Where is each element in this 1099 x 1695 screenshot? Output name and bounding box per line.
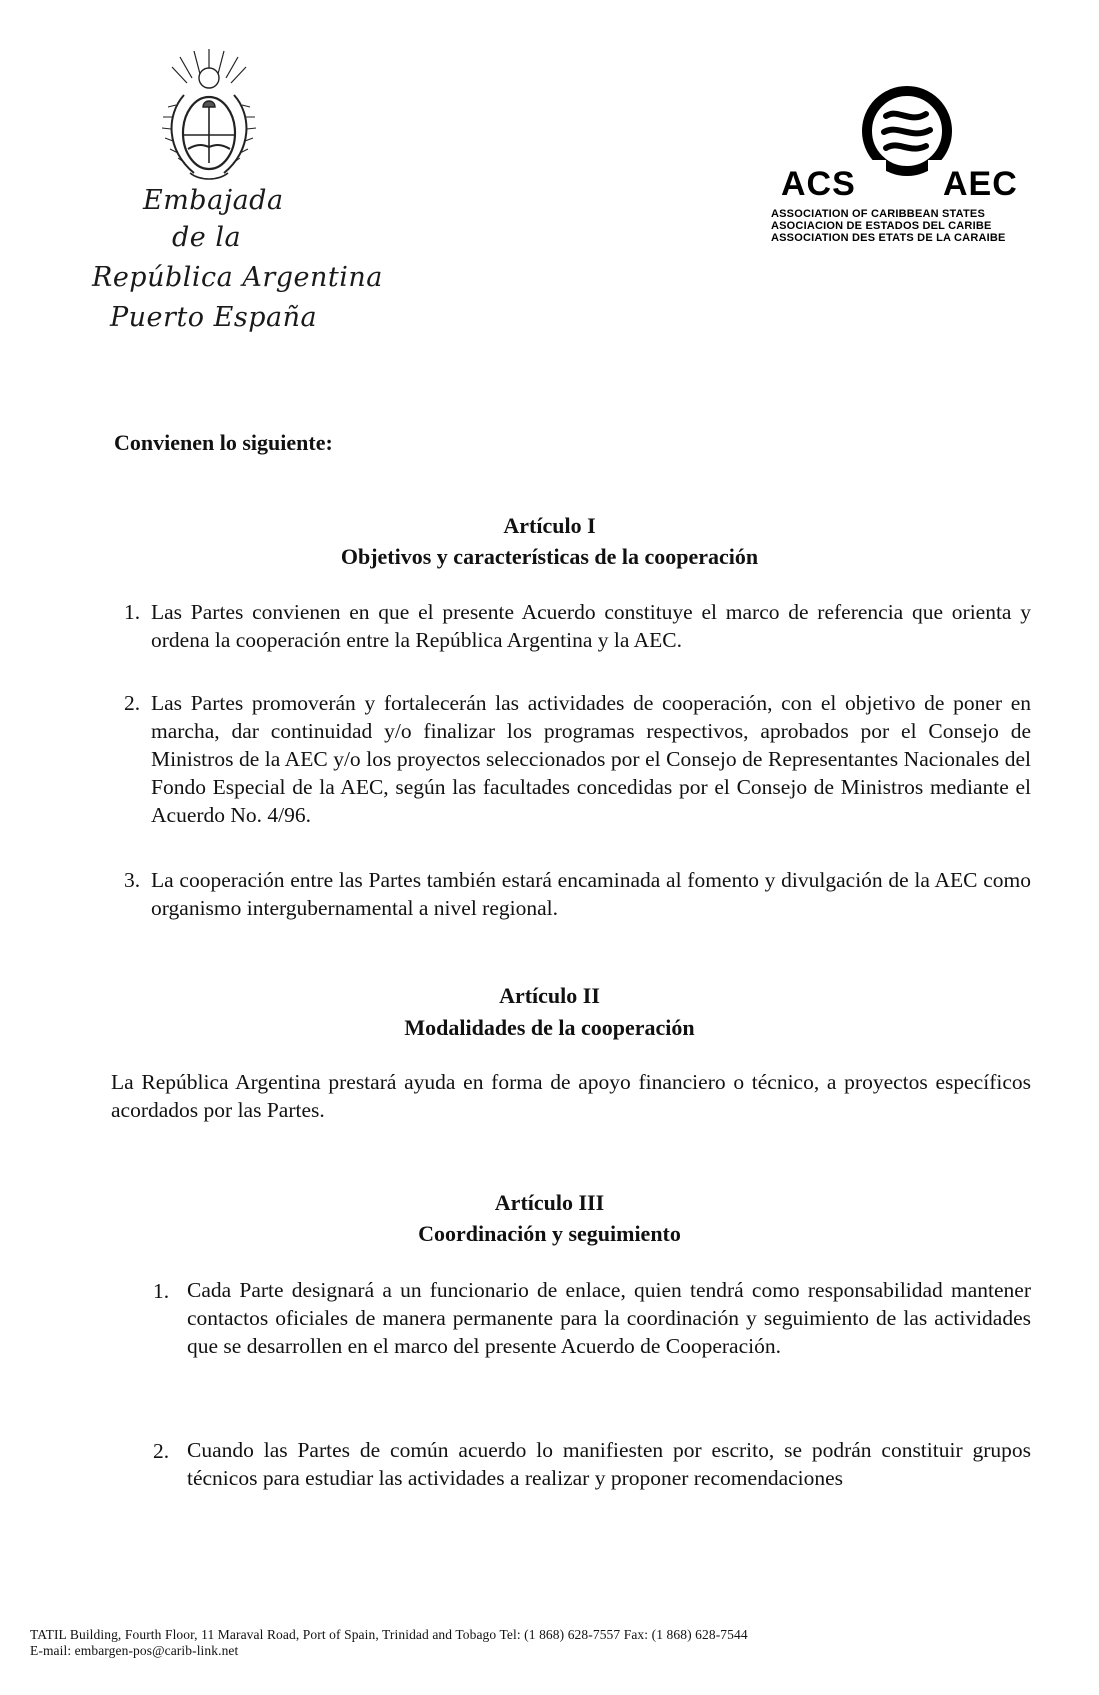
argentina-coat-of-arms-icon (160, 45, 258, 187)
article-3-item-2-text: Cuando las Partes de común acuerdo lo manifiesten por escrito, se podrán constituir grupos técnicos para estudiar las actividades a realizar y proponer recomendaciones (187, 1438, 1031, 1490)
article-1-item-2-number: 2. (124, 691, 141, 715)
article-1-item-1-number: 1. (124, 600, 141, 624)
article-3-item-2-number: 2. (153, 1439, 170, 1463)
footer-email: E-mail: embargen-pos@carib-link.net (30, 1643, 239, 1658)
logo-subtitle-spanish: ASOCIACION DE ESTADOS DEL CARIBE (771, 220, 992, 232)
article-2-title: Artículo II (499, 983, 600, 1008)
letterhead-de-la: de la (172, 222, 242, 253)
footer-address: TATIL Building, Fourth Floor, 11 Maraval Road, Port of Spain, Trinidad and Tobago Tel: (1 868) 628-7557 Fax: (1 868) 628-7544 (30, 1627, 748, 1642)
article-2-body: La República Argentina prestará ayuda en forma de apoyo financiero o técnico, a proyectos específicos acordados por las Partes. (111, 1070, 1031, 1122)
article-1-item-2-text: Las Partes promoverán y fortalecerán las actividades de cooperación, con el objetivo de poner en marcha, dar continuidad y/o finalizar los programas respectivos, aprobados por el Consejo de Ministros de la AEC y/o los proyectos seleccionados por el Consejo de Representantes Nacionales del Fondo Especial de la AEC, según las facultades concedidas por el Consejo de Ministros mediante el Acuerdo No. 4/96. (151, 691, 1031, 827)
article-3-item-1-number: 1. (153, 1279, 170, 1303)
article-1-item-3-text: La cooperación entre las Partes también estará encaminada al fomento y divulgación de la AEC como organismo intergubernamental a nivel regional. (151, 868, 1031, 920)
letterhead-republica-argentina: República Argentina (92, 262, 383, 293)
intro-heading: Convienen lo siguiente: (114, 430, 333, 455)
article-3-item-1-text: Cada Parte designará a un funcionario de enlace, quien tendrá como responsabilidad mantener contactos oficiales de manera permanente para la coordinación y seguimiento de las actividades que se desarrollen en el marco del presente Acuerdo de Cooperación. (187, 1278, 1031, 1358)
article-1-title: Artículo I (503, 513, 596, 538)
logo-subtitle-french: ASSOCIATION DES ETATS DE LA CARAIBE (771, 232, 1006, 244)
letterhead-puerto-espana: Puerto España (110, 302, 318, 333)
article-2-subtitle: Modalidades de la cooperación (404, 1015, 695, 1040)
logo-subtitle-english: ASSOCIATION OF CARIBBEAN STATES (771, 208, 985, 220)
acs-logo-text: ACS (781, 165, 856, 203)
letterhead-embajada: Embajada (143, 185, 284, 216)
aec-logo-text: AEC (943, 165, 1018, 203)
article-1-item-3-number: 3. (124, 868, 141, 892)
article-1-item-1-text: Las Partes convienen en que el presente Acuerdo constituye el marco de referencia que orienta y ordena la cooperación entre la República Argentina y la AEC. (151, 600, 1031, 652)
article-3-title: Artículo III (494, 1190, 605, 1215)
article-1-subtitle: Objetivos y características de la cooperación (340, 544, 759, 569)
acs-wave-emblem-icon (858, 82, 956, 180)
article-3-subtitle: Coordinación y seguimiento (418, 1221, 681, 1246)
